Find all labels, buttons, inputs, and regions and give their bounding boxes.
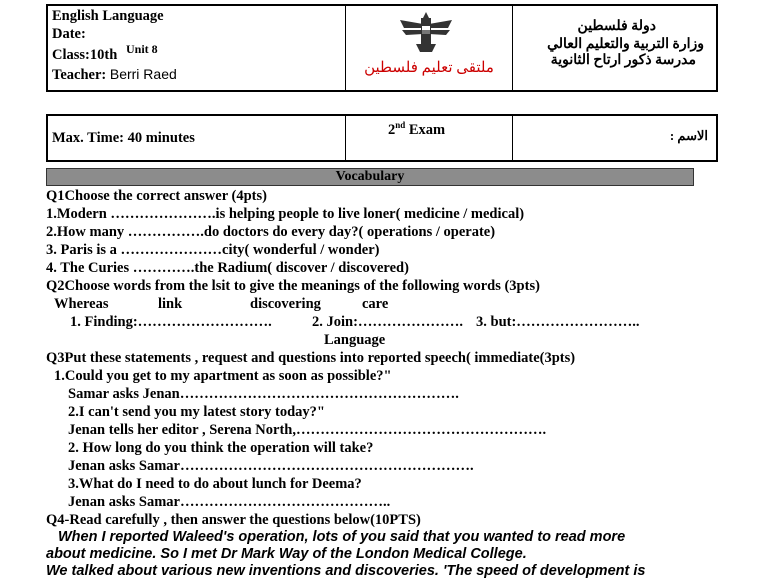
- q1-item-2: 2.How many …………….do doctors do every day?( operations / operate): [46, 224, 496, 240]
- teacher-label: Teacher:: [52, 67, 107, 83]
- header-divider-right: [512, 6, 513, 90]
- vocabulary-section-bar: Vocabulary: [46, 168, 694, 186]
- teacher-line: [52, 66, 177, 84]
- date-label: Date:: [52, 26, 86, 42]
- q3-line-4: Jenan tells her editor , Serena North,…………………………………………….: [68, 422, 547, 438]
- class-label: Class:10th: [52, 47, 118, 63]
- q3-line-8: Jenan asks Samar……………………………………..: [68, 494, 391, 510]
- arabic-school: مدرسة ذكور ارتاح الثانوية: [550, 53, 696, 68]
- q1-title: Q1Choose the correct answer (4pts): [46, 188, 267, 204]
- arabic-state: دولة فلسطين: [577, 19, 656, 34]
- palestine-seal-icon: [396, 8, 456, 58]
- q3-title: Q3Put these statements , request and questions into reported speech( immediate(3pts): [46, 350, 576, 366]
- max-time: Max. Time: 40 minutes: [52, 130, 195, 146]
- name-label: الاسم :: [669, 128, 708, 143]
- info-divider-right: [512, 116, 513, 160]
- q3-line-7: 3.What do I need to do about lunch for Deema?: [68, 476, 362, 492]
- q2-item-3: 3. but:……………………..: [476, 314, 640, 330]
- q2-item-2: 2. Join:………………….: [312, 314, 464, 330]
- exam-title: [388, 120, 445, 139]
- q2-title: Q2Choose words from the lsit to give the meanings of the following words (3pts): [46, 278, 540, 294]
- q2-word-3: discovering: [250, 296, 321, 312]
- q2-word-4: care: [362, 296, 389, 312]
- exam-ordinal-suffix: nd: [395, 120, 406, 130]
- q4-passage-line-1: When I reported Waleed's operation, lots of you said that you wanted to read more: [58, 529, 626, 545]
- language-section-title: Language: [324, 332, 386, 348]
- q2-item-1: 1. Finding:……………………….: [70, 314, 272, 330]
- info-divider-left: [345, 116, 346, 160]
- arabic-ministry: وزارة التربية والتعليم العالي: [547, 37, 704, 52]
- q3-line-2: Samar asks Jenan………………………………………………….: [68, 386, 459, 402]
- q3-line-5: 2. How long do you think the operation will take?: [68, 440, 374, 456]
- q4-title: Q4-Read carefully , then answer the questions below(10PTS): [46, 512, 421, 528]
- q3-line-6: Jenan asks Samar…………………………………………………….: [68, 458, 474, 474]
- q4-passage-line-3: We talked about various new inventions and discoveries. 'The speed of development is: [46, 563, 646, 579]
- q4-passage-line-2: about medicine. So I met Dr Mark Way of the London Medical College.: [46, 546, 527, 562]
- exam-word: Exam: [405, 121, 446, 138]
- q3-line-3: 2.I can't send you my latest story today?": [68, 404, 325, 420]
- subject: English Language: [52, 8, 164, 24]
- header-divider-left: [345, 6, 346, 90]
- forum-name: ملتقى تعليم فلسطين: [364, 60, 494, 76]
- q3-line-1: 1.Could you get to my apartment as soon as possible?": [54, 368, 392, 384]
- teacher-name: Berri Raed: [109, 66, 177, 82]
- q2-word-1: Whereas: [54, 296, 109, 312]
- q1-item-1: 1.Modern ………………….is helping people to live loner( medicine / medical): [46, 206, 525, 222]
- q2-word-2: link: [158, 296, 183, 312]
- q1-item-3: 3. Paris is a …………………city( wonderful / wonder): [46, 242, 380, 258]
- unit-label: Unit 8: [126, 42, 158, 56]
- exam-ordinal: 2: [388, 121, 396, 138]
- exam-info-row: [46, 114, 718, 162]
- q1-item-4: 4. The Curies ………….the Radium( discover / discovered): [46, 260, 409, 276]
- header-box: [46, 4, 718, 92]
